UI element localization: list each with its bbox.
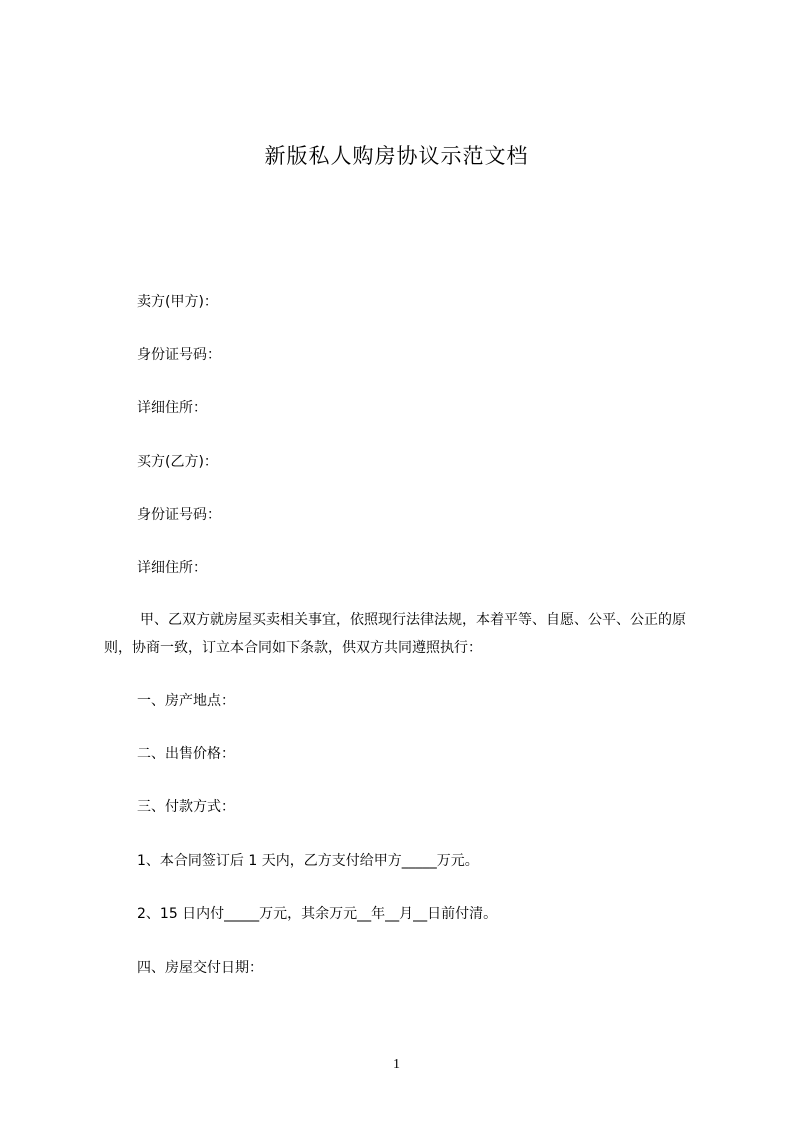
payment-item-1: 1、本合同签订后 1 天内，乙方支付给甲方_____万元。 (137, 853, 479, 869)
clause-payment-method: 三、付款方式： (137, 799, 235, 815)
document-title: 新版私人购房协议示范文档 (264, 144, 529, 168)
buyer-label: 买方(乙方)： (137, 454, 218, 470)
payment-item-2: 2、15 日内付_____万元，其余万元__年__月__日前付清。 (137, 906, 498, 922)
buyer-id-label: 身份证号码： (137, 507, 221, 523)
page-number: 1 (393, 1057, 400, 1072)
buyer-address-label: 详细住所： (137, 560, 207, 576)
seller-label: 卖方(甲方)： (137, 294, 218, 310)
seller-id-label: 身份证号码： (137, 347, 221, 363)
seller-address-label: 详细住所： (137, 400, 207, 416)
intro-paragraph: 甲、乙双方就房屋买卖相关事宜，依照现行法律法规，本着平等、自愿、公平、公正的原则，协商一致，订立本合同如下条款，供双方共同遵照执行： (104, 612, 686, 656)
clause-sale-price: 二、出售价格： (137, 746, 235, 762)
clause-property-location: 一、房产地点： (137, 693, 235, 709)
clause-delivery-date: 四、房屋交付日期： (137, 960, 263, 976)
